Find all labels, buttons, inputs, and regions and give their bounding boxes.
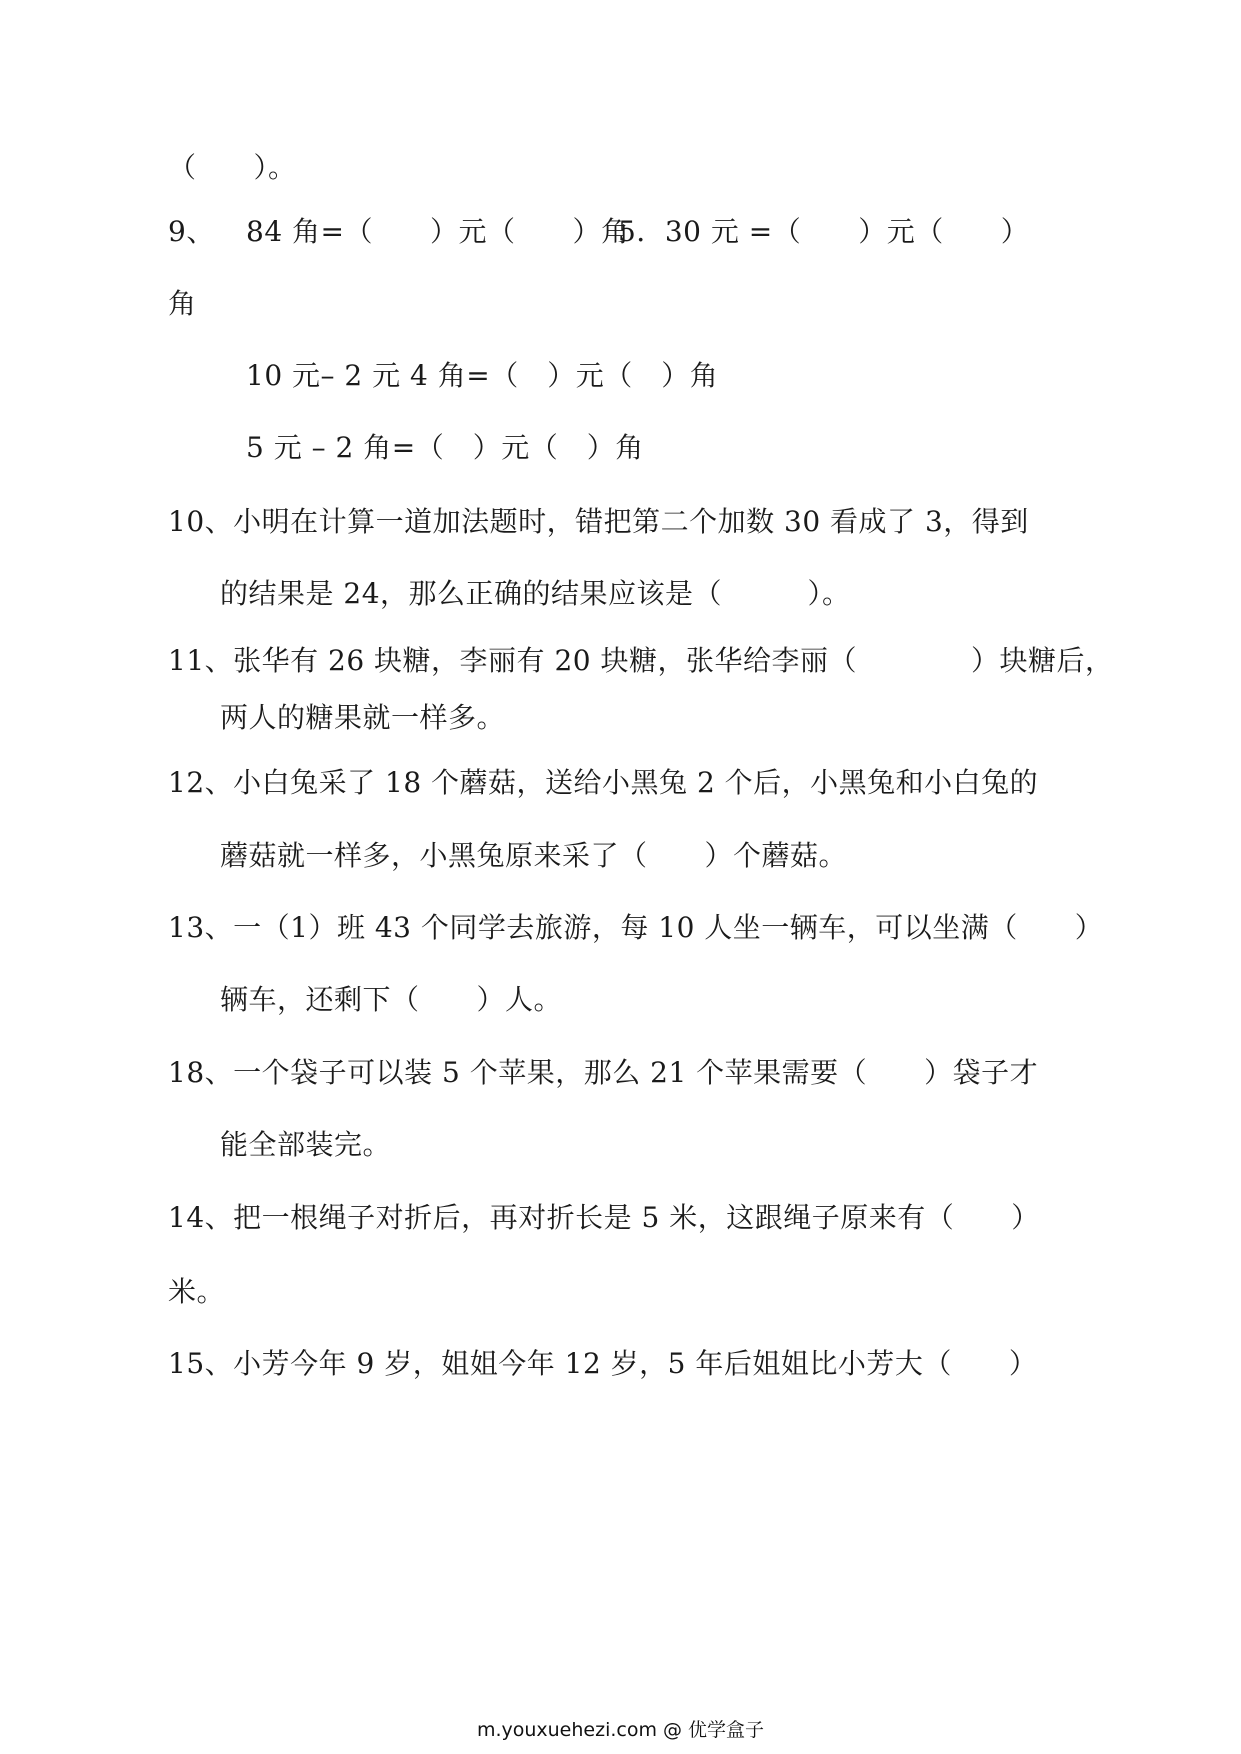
question-13: 13、一（1）班 43 个同学去旅游，每 10 人坐一辆车，可以坐满（ ） [168,911,1104,944]
text-line: 84 角=（ ）元（ ）角 [246,215,630,248]
text-line: 角 [168,287,197,320]
question-10: 10、小明在计算一道加法题时，错把第二个加数 30 看成了 3，得到 [168,505,1029,538]
question-15: 15、小芳今年 9 岁，姐姐今年 12 岁，5 年后姐姐比小芳大（ ） [168,1347,1038,1380]
question-18: 18、一个袋子可以装 5 个苹果，那么 21 个苹果需要（ ）袋子才 [168,1056,1039,1089]
text-line: 10 元– 2 元 4 角=（ ）元（ ）角 [246,359,719,392]
text-line: （ ）。 [168,151,297,184]
text-line: 5．30 元 =（ ）元（ ） [618,215,1030,248]
question-11: 11、张华有 26 块糖，李丽有 20 块糖，张华给李丽（ ）块糖后， [168,644,1114,677]
question-12: 12、小白兔采了 18 个蘑菇，送给小黑兔 2 个后，小黑兔和小白兔的 [168,766,1039,799]
text-line: 5 元 – 2 角=（ ）元（ ）角 [246,431,644,464]
question-14: 14、把一根绳子对折后，再对折长是 5 米，这跟绳子原来有（ ） [168,1201,1040,1234]
text-line: 辆车，还剩下（ ）人。 [220,983,563,1016]
footer-watermark: m.youxuehezi.com @ 优学盒子 [476,1719,765,1741]
text-line: 米。 [168,1275,226,1308]
text-line: 能全部装完。 [220,1128,392,1161]
text-line: 的结果是 24，那么正确的结果应该是（ ）。 [220,577,851,610]
text-line: 蘑菇就一样多，小黑兔原来采了（ ）个蘑菇。 [220,839,848,872]
text-line: 两人的糖果就一样多。 [220,701,506,734]
question-number-9: 9、 [168,215,215,248]
